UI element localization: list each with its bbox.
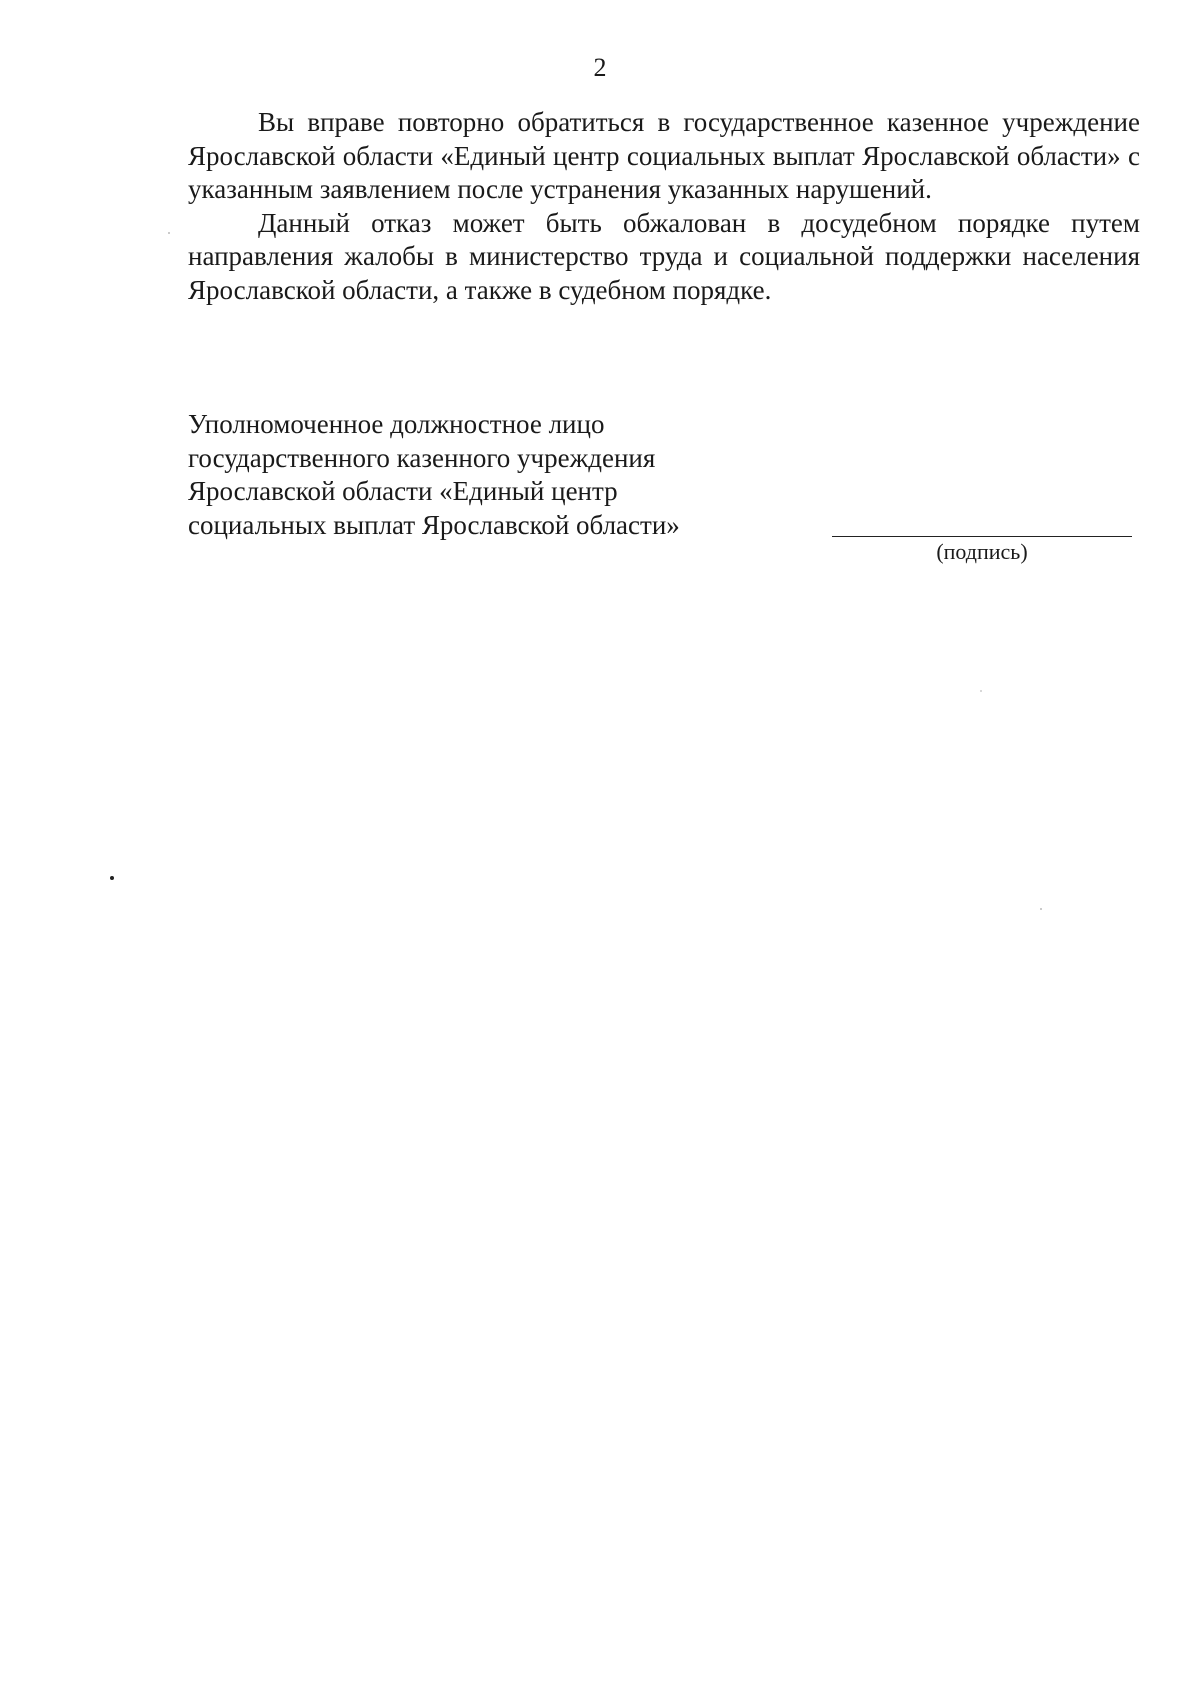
signatory-block: [188, 408, 748, 542]
signature-caption: (подпись): [936, 539, 1028, 564]
signatory-line: государственного казенного учреждения: [188, 442, 656, 473]
signatory-line: Ярославской области «Единый центр: [188, 476, 618, 506]
signatory-line: Уполномоченное должностное лицо: [188, 409, 605, 439]
scan-speck: [110, 876, 114, 880]
scan-speck: [168, 232, 170, 234]
body-text: [188, 106, 1140, 307]
page-number: 2: [593, 53, 607, 82]
paragraph-reapply: Вы вправе повторно обратиться в государственное казенное учреждение Ярославской области «Единый центр социальных выплат Ярославской области» с указанным заявлением после устранения указанных нарушений.: [188, 107, 1140, 204]
scan-speck: [1040, 908, 1042, 910]
paragraph-appeal: Данный отказ может быть обжалован в досудебном порядке путем направления жалобы в министерство труда и социальной поддержки населения Ярославской области, а также в судебном порядке.: [188, 207, 1140, 305]
signatory-line: социальных выплат Ярославской области»: [188, 509, 680, 540]
scan-speck: [980, 690, 982, 692]
